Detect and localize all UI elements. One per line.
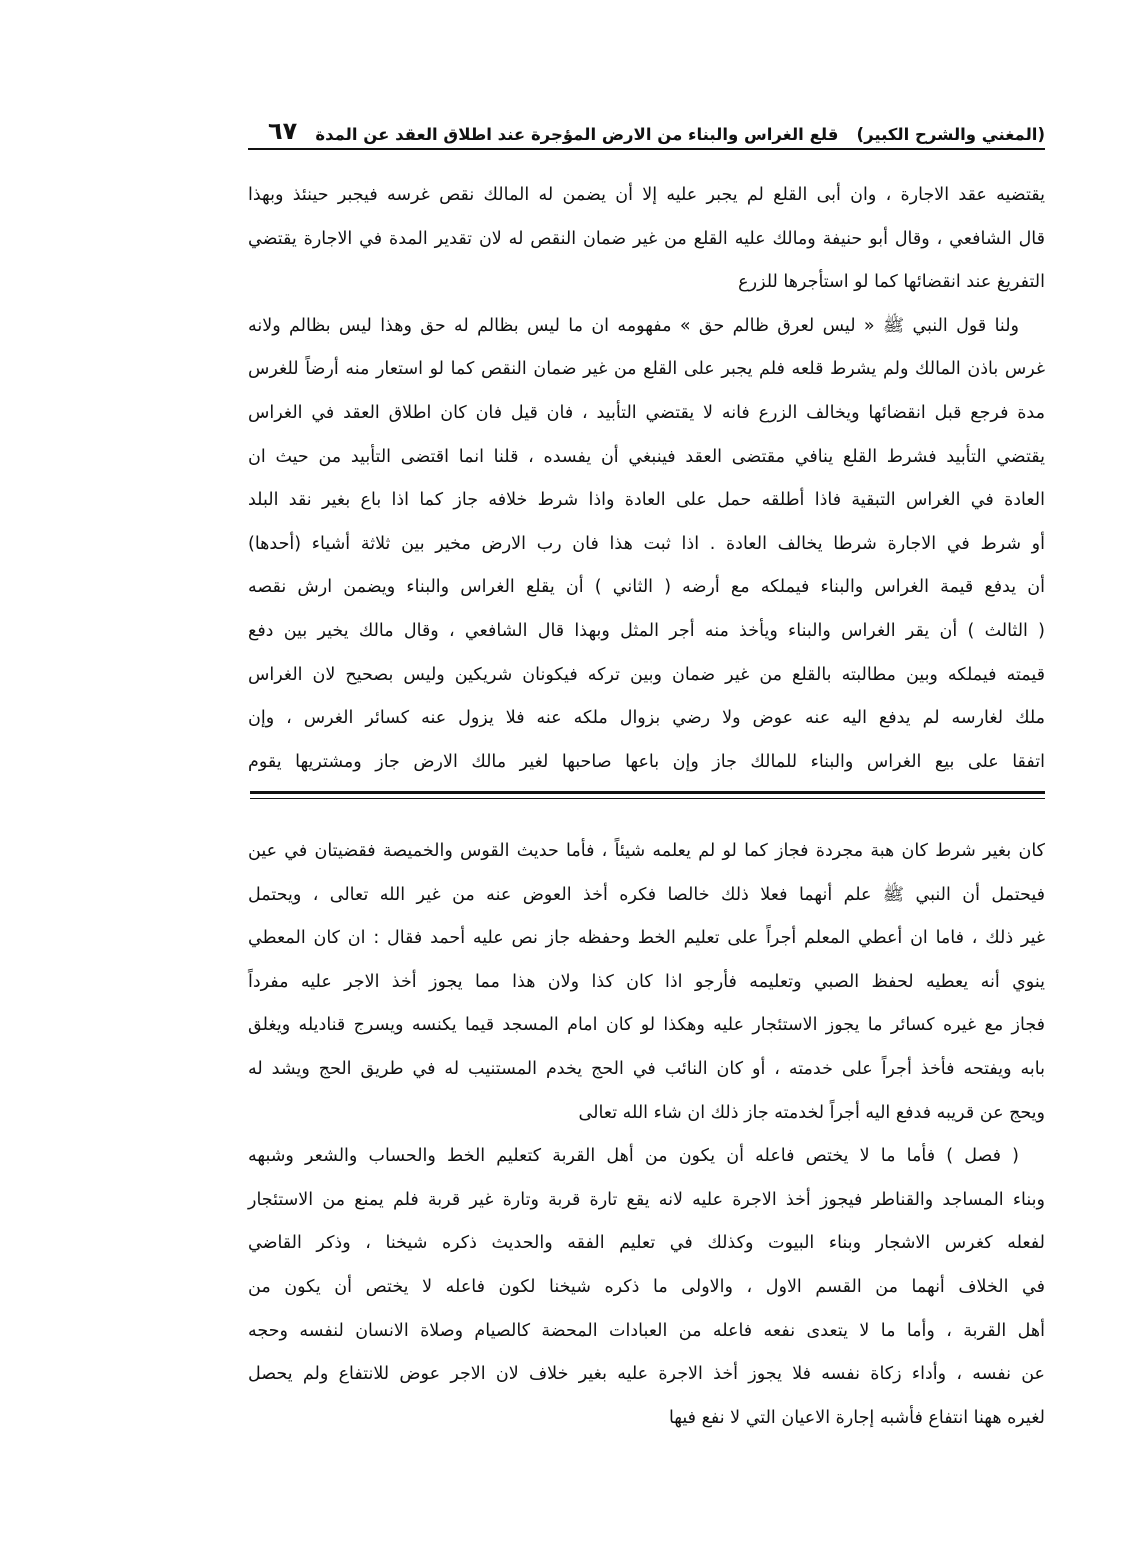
text-line: في الخلاف أنهما من القسم الاول ، والاولى ما ذكره شيخنا لكون فاعله لا يختص أن يكون من [248, 1276, 1045, 1297]
text-line: فجاز مع غيره كسائر ما يجوز الاستئجار عليه وهكذا لو كان امام المسجد قيما يكنسه ويسرج قناديله ويغلق [248, 1015, 1045, 1036]
running-header [248, 106, 1045, 150]
text-line: عن نفسه ، وأداء زكاة نفسه فلا يجوز أخذ الاجرة عليه بغير خلاف لان الاجر عوض للانتفاع ولم يحصل [248, 1364, 1045, 1385]
paragraph [248, 305, 1045, 785]
text-line: ( الثالث ) أن يقر الغراس والبناء ويأخذ منه أجر المثل وبهذا قال الشافعي ، وقال مالك يخير بين دفع [248, 620, 1045, 641]
text-line: غير ذلك ، فاما ان أعطي المعلم أجراً على تعليم الخط وحفظه جاز نص عليه أحمد فقال : ان كان المعطي [248, 928, 1045, 949]
text-line: كان بغير شرط كان هبة مجردة فجاز كما لو لم يعلمه شيئاً ، فأما حديث القوس والخميصة فقضيتان في عين [248, 841, 1045, 861]
divider-rule-thick [250, 791, 1045, 794]
text-line: قال الشافعي ، وقال أبو حنيفة ومالك عليه القلع من غير ضمان النقص له لان تقدير المدة في الاجارة يقتضي [248, 228, 1045, 249]
book-title: (المغني والشرح الكبير) [856, 125, 1045, 144]
paragraph [248, 174, 1045, 305]
text-line: أهل القربة ، وأما ما لا يتعدى نفعه فاعله من العبادات المحضة كالصيام وصلاة الانسان لنفسه وحجه [248, 1320, 1045, 1341]
divider-rule-thin [250, 798, 1045, 799]
text-line: يقتضي التأبيد فشرط القلع ينافي مقتضى العقد فينبغي أن يفسده ، قلنا انما اقتضى التأبيد من حيث ان [248, 446, 1045, 467]
paragraph [248, 830, 1045, 1135]
text-line: أو شرط في الاجارة شرطا يخالف العادة . اذا ثبت هذا فان رب الارض مخير بين ثلاثة أشياء (أحدها) [248, 533, 1045, 554]
upper-text-block [248, 174, 1045, 784]
text-line: اتفقا على بيع الغراس والبناء للمالك جاز وإن باعها صاحبها لغير مالك الارض جاز ومشتريها يقوم [248, 751, 1045, 772]
text-line: وبناء المساجد والقناطر فيجوز أخذ الاجرة عليه لانه يقع تارة قربة وتارة غير قربة فلم يمنع من الاستئجار [248, 1189, 1045, 1210]
text-line: فيحتمل أن النبي ﷺ علم أنهما فعلا ذلك خالصا فكره أخذ العوض عنه من غير الله تعالى ، ويحتمل [248, 884, 1045, 905]
paragraph [248, 1135, 1045, 1440]
page-number: ٦٧ [268, 117, 298, 146]
section-divider [250, 791, 1045, 801]
text-line: العادة في الغراس التبقية فاذا أطلقه حمل على العادة واذا شرط خلافه جاز كما اذا باع بغير نقد البلد [248, 490, 1045, 511]
text-line: غرس باذن المالك ولم يشرط قلعه فلم يجبر على القلع من غير ضمان النقص كما لو استعار منه أرضاً للغرس [248, 359, 1045, 380]
text-line: ( فصل ) فأما ما لا يختص فاعله أن يكون من أهل القربة كتعليم الخط والحساب والشعر وشبهه [248, 1146, 1019, 1167]
text-line: أن يدفع قيمة الغراس والبناء فيملكه مع أرضه ( الثاني ) أن يقلع الغراس والبناء ويضمن ارش نقصه [248, 577, 1045, 598]
text-line: ملك لغارسه لم يدفع اليه عنه عوض ولا رضي بزوال ملكه عنه فلا يزول عنه كسائر الغرس ، وإن [248, 708, 1045, 729]
text-line: مدة فرجع قبل انقضائها ويخالف الزرع فانه لا يقتضي التأبيد ، فان قيل فان كان اطلاق العقد في الغراس [248, 402, 1045, 423]
text-line: التفريغ عند انقضائها كما لو استأجرها للزرع [738, 272, 1045, 293]
text-line: لغيره ههنا انتفاع فأشبه إجارة الاعيان التي لا نفع فيها [668, 1407, 1045, 1428]
text-line: يقتضيه عقد الاجارة ، وان أبى القلع لم يجبر عليه إلا أن يضمن له المالك نقص غرسه فيجبر حينئذ وبهذا [248, 185, 1045, 205]
text-line: ويحج عن قريبه فدفع اليه أجراً لخدمته جاز ذلك ان شاء الله تعالى [578, 1102, 1045, 1123]
text-line: قيمته فيملكه وبين مطالبته بالقلع من غير ضمان وبين تركه فيكونان شريكين وليس بصحيح لان الغراس [248, 664, 1045, 685]
text-line: ينوي أنه يعطيه لحفظ الصبي وتعليمه فأرجو اذا كان كذا ولان هذا مما يجوز أخذ الاجر عليه مفرداً [248, 971, 1045, 992]
lower-text-block [248, 830, 1045, 1440]
text-line: لفعله كغرس الاشجار وبناء البيوت وكذلك في تعليم الفقه والحديث ذكره شيخنا ، وذكر القاضي [248, 1233, 1045, 1254]
text-line: بابه ويفتحه فأخذ أجراً على خدمته ، أو كان النائب في الحج يخدم المستنيب له في طريق الحج ويشد له [248, 1058, 1045, 1079]
text-line: ولنا قول النبي ﷺ « ليس لعرق ظالم حق » مفهومه ان ما ليس بظالم له حق وهذا ليس بظالم ولانه [248, 315, 1019, 336]
section-title: قلع الغراس والبناء من الارض المؤجرة عند اطلاق العقد عن المدة [315, 125, 839, 144]
